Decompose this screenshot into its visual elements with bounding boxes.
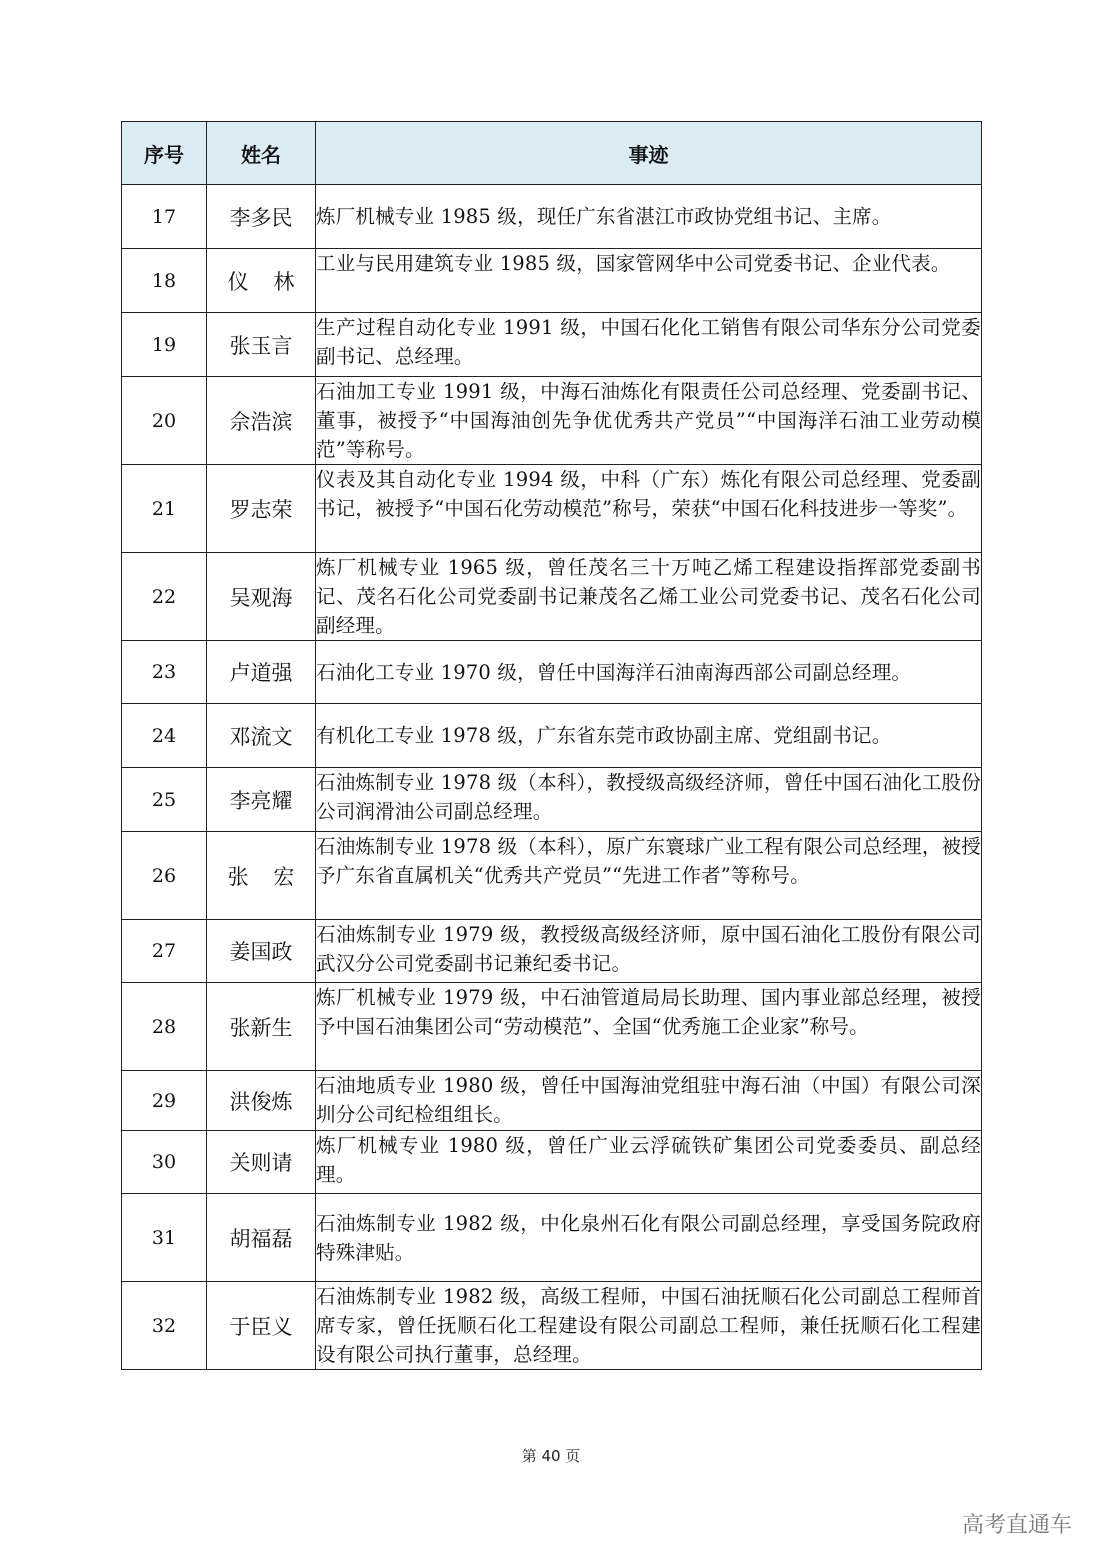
row-num: 32 — [122, 1282, 207, 1370]
row-num: 31 — [122, 1194, 207, 1282]
header-name: 姓名 — [207, 122, 316, 185]
source-watermark: 高考直通车 — [961, 1513, 1072, 1538]
row-deed: 炼厂机械专业 1979 级，中石油管道局局长助理、国内事业部总经理，被授予中国石油集团公司“劳动模范”、全国“优秀施工企业家”称号。 — [316, 983, 982, 1071]
row-name-text: 仪 林 — [227, 269, 295, 294]
table-row — [122, 704, 982, 768]
row-name — [207, 1282, 316, 1370]
row-num: 27 — [122, 920, 207, 983]
row-num: 18 — [122, 249, 207, 313]
row-num: 26 — [122, 832, 207, 920]
table-row — [122, 313, 982, 377]
row-num: 21 — [122, 465, 207, 553]
row-num: 17 — [122, 185, 207, 249]
row-deed: 石油炼制专业 1979 级，教授级高级经济师，原中国石油化工股份有限公司武汉分公司党委副书记兼纪委书记。 — [316, 920, 982, 983]
row-name — [207, 465, 316, 553]
table-row — [122, 1071, 982, 1131]
row-num: 20 — [122, 377, 207, 465]
row-name-text: 姜国政 — [229, 940, 293, 964]
row-name-text: 胡福磊 — [229, 1226, 293, 1251]
row-num: 25 — [122, 768, 207, 832]
table-row — [122, 185, 982, 249]
row-name — [207, 553, 316, 641]
table-row — [122, 1131, 982, 1194]
row-name — [207, 641, 316, 704]
table-row — [122, 641, 982, 704]
row-name — [207, 313, 316, 377]
row-deed: 石油炼制专业 1982 级，中化泉州石化有限公司副总经理，享受国务院政府特殊津贴。 — [316, 1194, 982, 1282]
row-deed: 仪表及其自动化专业 1994 级，中科（广东）炼化有限公司总经理、党委副书记，被授予“中国石化劳动模范”称号，荣获“中国石化科技进步一等奖”。 — [316, 465, 982, 553]
row-num: 24 — [122, 704, 207, 768]
row-name-text: 李亮耀 — [229, 788, 293, 813]
row-num: 19 — [122, 313, 207, 377]
row-name — [207, 1071, 316, 1131]
row-deed: 工业与民用建筑专业 1985 级，国家管网华中公司党委书记、企业代表。 — [316, 249, 982, 313]
table-row — [122, 1282, 982, 1370]
row-name-text: 邓流文 — [229, 724, 293, 749]
table-row — [122, 832, 982, 920]
row-deed: 石油炼制专业 1978 级（本科），原广东寰球广业工程有限公司总经理，被授予广东省直属机关“优秀共产党员”“先进工作者”等称号。 — [316, 832, 982, 920]
row-name — [207, 920, 316, 983]
row-deed: 炼厂机械专业 1980 级，曾任广业云浮硫铁矿集团公司党委委员、副总经理。 — [316, 1131, 982, 1194]
honor-roster-table — [121, 121, 982, 1370]
table-row — [122, 249, 982, 313]
row-name-text: 吴观海 — [229, 585, 293, 610]
row-name-text: 卢道强 — [229, 661, 293, 685]
row-deed: 石油炼制专业 1978 级（本科），教授级高级经济师，曾任中国石油化工股份公司润滑油公司副总经理。 — [316, 768, 982, 832]
header-num: 序号 — [122, 122, 207, 185]
row-name — [207, 1194, 316, 1282]
row-name — [207, 249, 316, 313]
table-row — [122, 920, 982, 983]
row-deed: 石油化工专业 1970 级，曾任中国海洋石油南海西部公司副总经理。 — [316, 641, 982, 704]
row-name — [207, 704, 316, 768]
row-name — [207, 983, 316, 1071]
row-name-text: 张新生 — [229, 1015, 293, 1040]
row-deed: 炼厂机械专业 1965 级，曾任茂名三十万吨乙烯工程建设指挥部党委副书记、茂名石化公司党委副书记兼茂名乙烯工业公司党委书记、茂名石化公司副经理。 — [316, 553, 982, 641]
row-num: 28 — [122, 983, 207, 1071]
row-name-text: 关则请 — [229, 1151, 293, 1175]
row-name — [207, 185, 316, 249]
row-name — [207, 377, 316, 465]
table-row — [122, 768, 982, 832]
row-name-text: 李多民 — [229, 205, 293, 230]
header-deed: 事迹 — [316, 122, 982, 185]
table-row — [122, 465, 982, 553]
row-deed: 生产过程自动化专业 1991 级，中国石化化工销售有限公司华东分公司党委副书记、总经理。 — [316, 313, 982, 377]
table-row — [122, 553, 982, 641]
row-deed: 石油加工专业 1991 级，中海石油炼化有限责任公司总经理、党委副书记、董事，被授予“中国海油创先争优优秀共产党员”“中国海洋石油工业劳动模范”等称号。 — [316, 377, 982, 465]
row-name-text: 洪俊炼 — [229, 1089, 293, 1114]
row-num: 22 — [122, 553, 207, 641]
row-name — [207, 768, 316, 832]
row-deed: 有机化工专业 1978 级，广东省东莞市政协副主席、党组副书记。 — [316, 704, 982, 768]
table-row — [122, 983, 982, 1071]
row-num: 29 — [122, 1071, 207, 1131]
row-deed: 炼厂机械专业 1985 级，现任广东省湛江市政协党组书记、主席。 — [316, 185, 982, 249]
table-header-row — [122, 122, 982, 185]
table-row — [122, 377, 982, 465]
row-num: 30 — [122, 1131, 207, 1194]
row-name — [207, 1131, 316, 1194]
row-name — [207, 832, 316, 920]
row-name-text: 佘浩滨 — [229, 409, 293, 434]
row-name-text: 张 宏 — [227, 864, 295, 889]
row-name-text: 张玉言 — [229, 333, 293, 358]
page-number: 第 40 页 — [521, 1447, 581, 1465]
table-row — [122, 1194, 982, 1282]
row-deed: 石油地质专业 1980 级，曾任中国海油党组驻中海石油（中国）有限公司深圳分公司纪检组组长。 — [316, 1071, 982, 1131]
row-deed: 石油炼制专业 1982 级，高级工程师，中国石油抚顺石化公司副总工程师首席专家，曾任抚顺石化工程建设有限公司副总工程师，兼任抚顺石化工程建设有限公司执行董事，总经理。 — [316, 1282, 982, 1370]
row-name-text: 罗志荣 — [229, 497, 293, 522]
row-name-text: 于臣义 — [229, 1314, 293, 1339]
row-num: 23 — [122, 641, 207, 704]
